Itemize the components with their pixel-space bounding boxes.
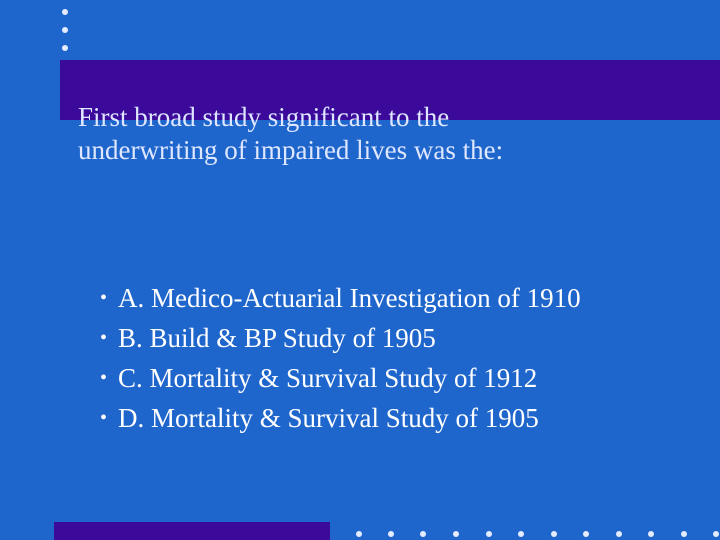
decorative-dot [356, 531, 362, 537]
decorative-dot [453, 531, 459, 537]
decorative-dot [486, 531, 492, 537]
decorative-dot [551, 531, 557, 537]
decorative-dot [62, 27, 68, 33]
answer-option-text: B. Build & BP Study of 1905 [118, 323, 436, 353]
answer-option-a [100, 278, 581, 318]
answer-option-c [100, 358, 581, 398]
bullet-icon: • [100, 287, 108, 309]
answer-option-text: C. Mortality & Survival Study of 1912 [118, 363, 538, 393]
decorative-dot [616, 531, 622, 537]
decorative-dot [388, 531, 394, 537]
bullet-icon: • [100, 407, 108, 429]
bottom-accent-bar [54, 522, 330, 540]
bullet-icon: • [100, 367, 108, 389]
decorative-dot [62, 9, 68, 15]
answer-options-list [100, 278, 581, 438]
decorative-dot [648, 531, 654, 537]
answer-option-text: D. Mortality & Survival Study of 1905 [118, 403, 539, 433]
answer-option-text: A. Medico-Actuarial Investigation of 1910 [118, 283, 581, 313]
decorative-dot [583, 531, 589, 537]
decorative-dot [420, 531, 426, 537]
decorative-dot [62, 45, 68, 51]
answer-option-d [100, 398, 581, 438]
decorative-dot [518, 531, 524, 537]
slide-title: First broad study significant to the underwriting of impaired lives was the: [78, 102, 504, 165]
bullet-icon: • [100, 327, 108, 349]
answer-option-b [100, 318, 581, 358]
decorative-dot [681, 531, 687, 537]
decorative-dot [713, 531, 719, 537]
